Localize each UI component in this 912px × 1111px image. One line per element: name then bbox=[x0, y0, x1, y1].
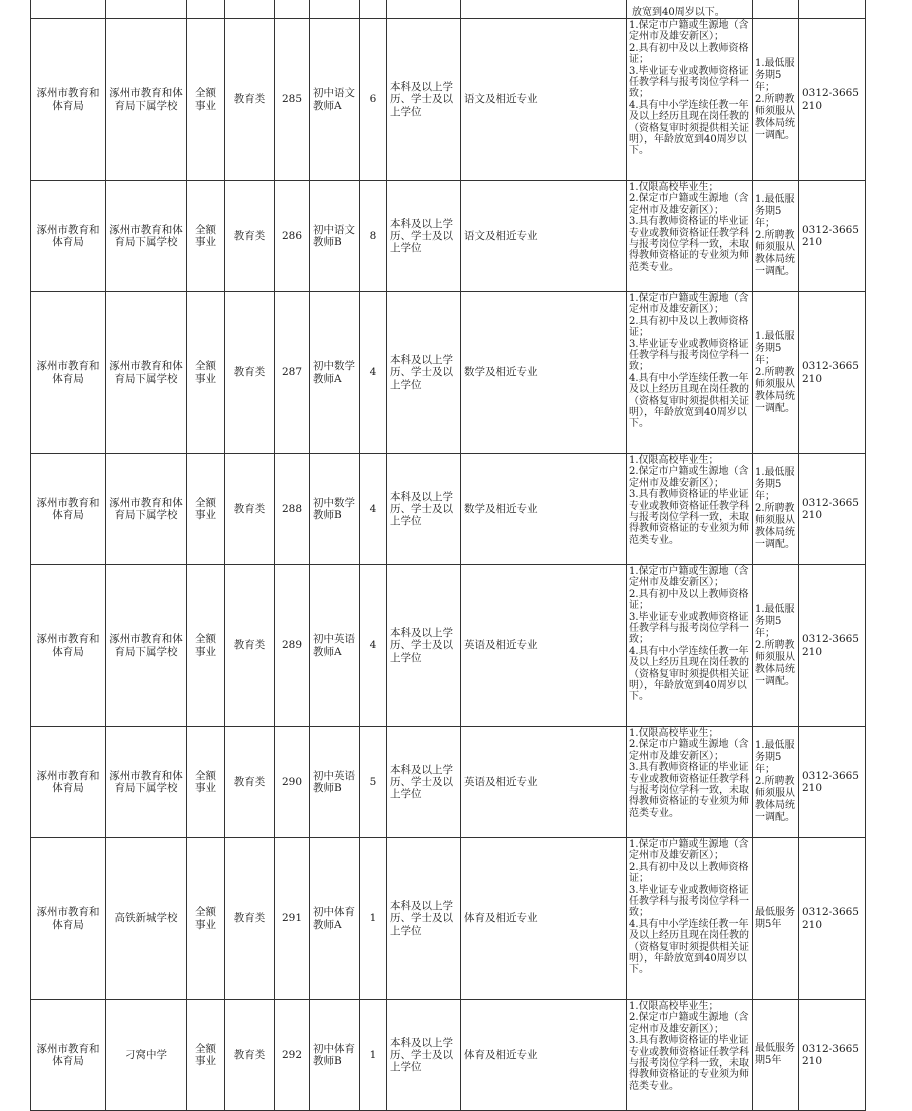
phone-cell: 0312-3665210 bbox=[799, 292, 866, 454]
nature-cell: 全额事业 bbox=[187, 292, 225, 454]
phone-cell: 0312-3665210 bbox=[799, 454, 866, 565]
notes-cell: 1.最低服务期5年； 2.所聘教师须服从教体局统一调配。 bbox=[753, 181, 799, 292]
nature-cell: 全额事业 bbox=[187, 19, 225, 181]
position-code-cell: 292 bbox=[275, 1000, 310, 1111]
positions-table bbox=[30, 18, 866, 1111]
requirements-cell: 1.仅限高校毕业生； 2.保定市户籍或生源地（含定州市及雄安新区）； 3.具有教师资格证的毕业证专业或教师资格证任教学科与报考岗位学科一致，未取得教师资格证的专业须为师范类专业。 bbox=[627, 454, 753, 565]
phone-cell: 0312-3665210 bbox=[799, 1000, 866, 1111]
education-cell: 本科及以上学历、学士及以上学位 bbox=[387, 454, 461, 565]
position-name-cell: 初中语文教师A bbox=[310, 19, 360, 181]
category-cell: 教育类 bbox=[225, 1000, 275, 1111]
education-cell: 本科及以上学历、学士及以上学位 bbox=[387, 1000, 461, 1111]
dept-cell: 涿州市教育和体育局 bbox=[31, 181, 106, 292]
dept-cell: 涿州市教育和体育局 bbox=[31, 19, 106, 181]
table-row bbox=[31, 727, 866, 838]
table-row bbox=[31, 838, 866, 1000]
nature-cell: 全额事业 bbox=[187, 454, 225, 565]
position-name-cell: 初中体育教师B bbox=[310, 1000, 360, 1111]
nature-cell: 全额事业 bbox=[187, 181, 225, 292]
position-name-cell: 初中英语教师A bbox=[310, 565, 360, 727]
unit-cell: 涿州市教育和体育局下属学校 bbox=[106, 454, 187, 565]
position-name-cell: 初中体育教师A bbox=[310, 838, 360, 1000]
education-cell: 本科及以上学历、学士及以上学位 bbox=[387, 19, 461, 181]
position-code-cell: 287 bbox=[275, 292, 310, 454]
position-code-cell: 290 bbox=[275, 727, 310, 838]
notes-cell: 1.最低服务期5年； 2.所聘教师须服从教体局统一调配。 bbox=[753, 727, 799, 838]
headcount-cell: 4 bbox=[360, 454, 387, 565]
unit-cell: 涿州市教育和体育局下属学校 bbox=[106, 565, 187, 727]
unit-cell: 刁窝中学 bbox=[106, 1000, 187, 1111]
table-row bbox=[31, 292, 866, 454]
position-code-cell: 288 bbox=[275, 454, 310, 565]
position-code-cell: 289 bbox=[275, 565, 310, 727]
table-row bbox=[31, 565, 866, 727]
dept-cell: 涿州市教育和体育局 bbox=[31, 292, 106, 454]
phone-cell: 0312-3665210 bbox=[799, 727, 866, 838]
headcount-cell: 5 bbox=[360, 727, 387, 838]
major-cell: 英语及相近专业 bbox=[461, 727, 627, 838]
notes-cell: 1.最低服务期5年； 2.所聘教师须服从教体局统一调配。 bbox=[753, 292, 799, 454]
major-cell: 数学及相近专业 bbox=[461, 292, 627, 454]
headcount-cell: 4 bbox=[360, 565, 387, 727]
education-cell: 本科及以上学历、学士及以上学位 bbox=[387, 565, 461, 727]
notes-cell: 最低服务期5年 bbox=[753, 838, 799, 1000]
phone-cell: 0312-3665210 bbox=[799, 838, 866, 1000]
category-cell: 教育类 bbox=[225, 19, 275, 181]
position-name-cell: 初中语文教师B bbox=[310, 181, 360, 292]
dept-cell: 涿州市教育和体育局 bbox=[31, 565, 106, 727]
requirements-cell: 1.保定市户籍或生源地（含定州市及雄安新区）； 2.具有初中及以上教师资格证； 3.毕业证专业或教师资格证任教学科与报考岗位学科一致； 4.具有中小学连续任教一年及以上经历且现在岗任教的（资格复审时须提供相关证明），年龄放宽到40周岁以下。 bbox=[627, 19, 753, 181]
position-code-cell: 286 bbox=[275, 181, 310, 292]
requirements-cell: 1.仅限高校毕业生； 2.保定市户籍或生源地（含定州市及雄安新区）； 3.具有教师资格证的毕业证专业或教师资格证任教学科与报考岗位学科一致，未取得教师资格证的专业须为师范类专业。 bbox=[627, 181, 753, 292]
position-name-cell: 初中数学教师B bbox=[310, 454, 360, 565]
major-cell: 语文及相近专业 bbox=[461, 181, 627, 292]
requirements-cell: 1.仅限高校毕业生； 2.保定市户籍或生源地（含定州市及雄安新区）； 3.具有教师资格证的毕业证专业或教师资格证任教学科与报考岗位学科一致，未取得教师资格证的专业须为师范类专业。 bbox=[627, 727, 753, 838]
position-code-cell: 285 bbox=[275, 19, 310, 181]
requirements-cell: 1.保定市户籍或生源地（含定州市及雄安新区）； 2.具有初中及以上教师资格证； 3.毕业证专业或教师资格证任教学科与报考岗位学科一致； 4.具有中小学连续任教一年及以上经历且现在岗任教的（资格复审时须提供相关证明），年龄放宽到40周岁以下。 bbox=[627, 838, 753, 1000]
requirements-cell: 1.保定市户籍或生源地（含定州市及雄安新区）； 2.具有初中及以上教师资格证； 3.毕业证专业或教师资格证任教学科与报考岗位学科一致； 4.具有中小学连续任教一年及以上经历且现在岗任教的（资格复审时须提供相关证明），年龄放宽到40周岁以下。 bbox=[627, 292, 753, 454]
table-row bbox=[31, 454, 866, 565]
nature-cell: 全额事业 bbox=[187, 727, 225, 838]
dept-cell: 涿州市教育和体育局 bbox=[31, 1000, 106, 1111]
unit-cell: 高铁新城学校 bbox=[106, 838, 187, 1000]
table-row bbox=[31, 19, 866, 181]
position-code-cell: 291 bbox=[275, 838, 310, 1000]
dept-cell: 涿州市教育和体育局 bbox=[31, 727, 106, 838]
headcount-cell: 4 bbox=[360, 292, 387, 454]
position-name-cell: 初中英语教师B bbox=[310, 727, 360, 838]
unit-cell: 涿州市教育和体育局下属学校 bbox=[106, 727, 187, 838]
major-cell: 数学及相近专业 bbox=[461, 454, 627, 565]
nature-cell: 全额事业 bbox=[187, 838, 225, 1000]
major-cell: 英语及相近专业 bbox=[461, 565, 627, 727]
major-cell: 体育及相近专业 bbox=[461, 1000, 627, 1111]
headcount-cell: 1 bbox=[360, 838, 387, 1000]
major-cell: 语文及相近专业 bbox=[461, 19, 627, 181]
education-cell: 本科及以上学历、学士及以上学位 bbox=[387, 727, 461, 838]
notes-cell: 最低服务期5年 bbox=[753, 1000, 799, 1111]
category-cell: 教育类 bbox=[225, 292, 275, 454]
category-cell: 教育类 bbox=[225, 454, 275, 565]
table-row bbox=[31, 181, 866, 292]
education-cell: 本科及以上学历、学士及以上学位 bbox=[387, 838, 461, 1000]
major-cell: 体育及相近专业 bbox=[461, 838, 627, 1000]
notes-cell: 1.最低服务期5年； 2.所聘教师须服从教体局统一调配。 bbox=[753, 19, 799, 181]
notes-cell: 1.最低服务期5年； 2.所聘教师须服从教体局统一调配。 bbox=[753, 454, 799, 565]
requirements-cell: 1.保定市户籍或生源地（含定州市及雄安新区）； 2.具有初中及以上教师资格证； 3.毕业证专业或教师资格证任教学科与报考岗位学科一致； 4.具有中小学连续任教一年及以上经历且现在岗任教的（资格复审时须提供相关证明），年龄放宽到40周岁以下。 bbox=[627, 565, 753, 727]
headcount-cell: 6 bbox=[360, 19, 387, 181]
requirements-cell: 1.仅限高校毕业生； 2.保定市户籍或生源地（含定州市及雄安新区）； 3.具有教师资格证的毕业证专业或教师资格证任教学科与报考岗位学科一致，未取得教师资格证的专业须为师范类专业。 bbox=[627, 1000, 753, 1111]
category-cell: 教育类 bbox=[225, 727, 275, 838]
top-fragment-text-cell bbox=[630, 0, 752, 18]
notes-cell: 1.最低服务期5年； 2.所聘教师须服从教体局统一调配。 bbox=[753, 565, 799, 727]
education-cell: 本科及以上学历、学士及以上学位 bbox=[387, 181, 461, 292]
unit-cell: 涿州市教育和体育局下属学校 bbox=[106, 181, 187, 292]
dept-cell: 涿州市教育和体育局 bbox=[31, 454, 106, 565]
phone-cell: 0312-3665210 bbox=[799, 181, 866, 292]
unit-cell: 涿州市教育和体育局下属学校 bbox=[106, 19, 187, 181]
category-cell: 教育类 bbox=[225, 838, 275, 1000]
top-fragment-text: 放宽到40周岁以下。 bbox=[632, 7, 725, 18]
nature-cell: 全额事业 bbox=[187, 565, 225, 727]
positions-table-body bbox=[31, 19, 866, 1111]
dept-cell: 涿州市教育和体育局 bbox=[31, 838, 106, 1000]
headcount-cell: 1 bbox=[360, 1000, 387, 1111]
phone-cell: 0312-3665210 bbox=[799, 19, 866, 181]
education-cell: 本科及以上学历、学士及以上学位 bbox=[387, 292, 461, 454]
table-row bbox=[31, 1000, 866, 1111]
category-cell: 教育类 bbox=[225, 565, 275, 727]
phone-cell: 0312-3665210 bbox=[799, 565, 866, 727]
position-name-cell: 初中数学教师A bbox=[310, 292, 360, 454]
unit-cell: 涿州市教育和体育局下属学校 bbox=[106, 292, 187, 454]
headcount-cell: 8 bbox=[360, 181, 387, 292]
category-cell: 教育类 bbox=[225, 181, 275, 292]
nature-cell: 全额事业 bbox=[187, 1000, 225, 1111]
